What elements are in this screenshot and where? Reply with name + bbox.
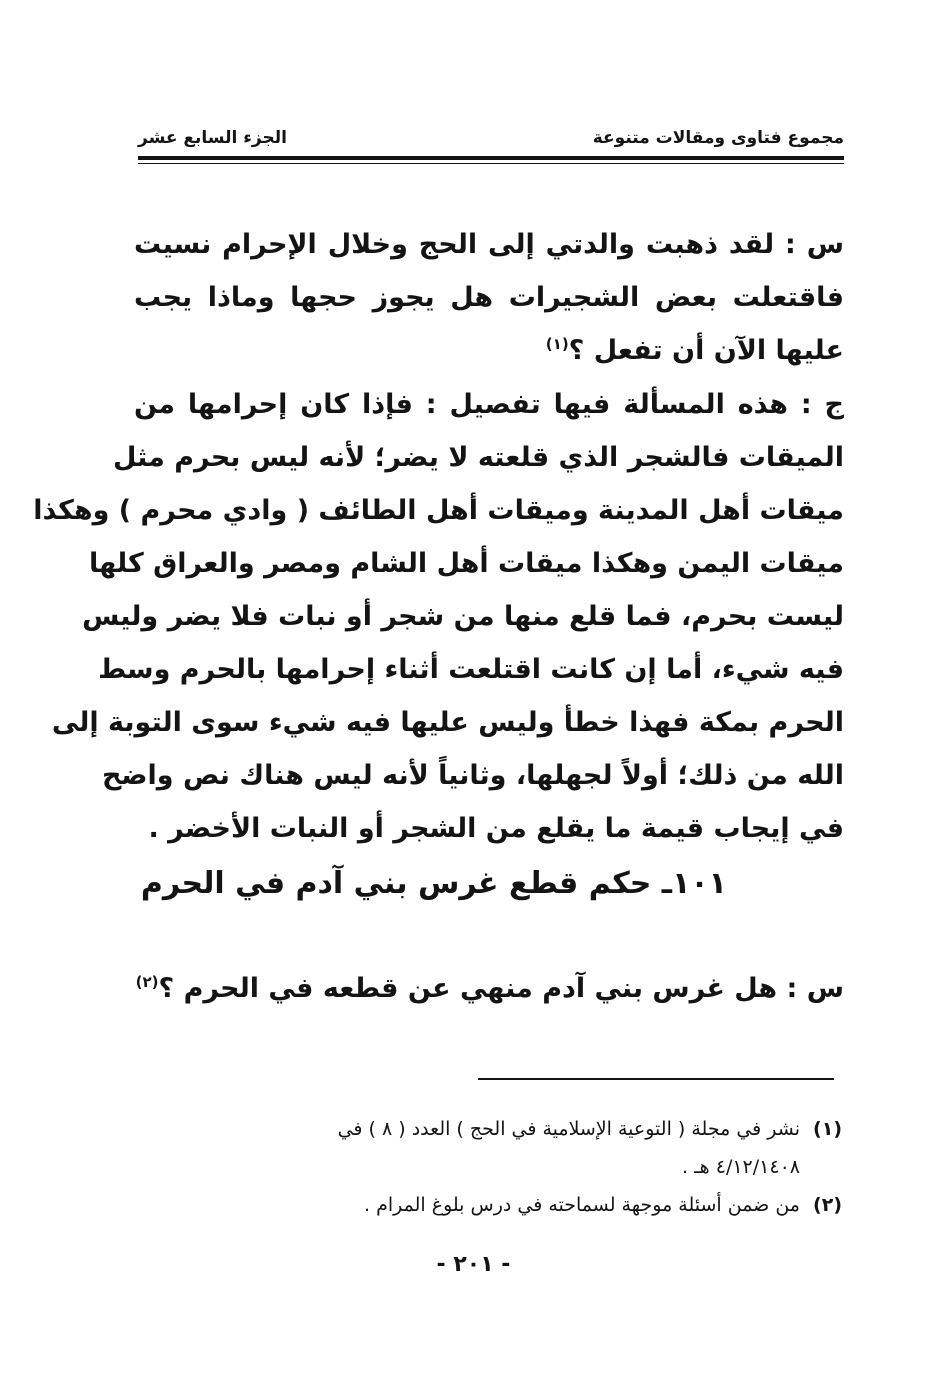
question-2-text: س : هل غرس بني آدم منهي عن قطعه في الحرم ؟ bbox=[158, 973, 844, 1004]
answer-1 bbox=[33, 378, 844, 855]
question-1-line: س : لقد ذهبت والدتي إلى الحج وخلال الإحرام نسيت bbox=[134, 229, 844, 260]
header-volume: الجزء السابع عشر bbox=[138, 128, 287, 148]
answer-1-line: ج : هذه المسألة فيها تفصيل : فإذا كان إحرامها من bbox=[134, 389, 844, 420]
answer-1-line: الله من ذلك؛ أولاً لجهلها، وثانياً لأنه ليس هناك نص واضح bbox=[101, 760, 844, 791]
footnotes bbox=[124, 1110, 842, 1224]
running-header bbox=[138, 128, 844, 152]
header-book-title: مجموع فتاوى ومقالات متنوعة bbox=[592, 128, 844, 148]
answer-1-line: ليست بحرم، فما قلع منها من شجر أو نبات فلا يضر وليس bbox=[82, 601, 844, 632]
question-1-line-text: عليها الآن أن تفعل ؟ bbox=[568, 335, 844, 366]
answer-1-line: في إيجاب قيمة ما يقلع من الشجر أو النبات الأخضر . bbox=[148, 813, 844, 844]
footnote-number: (٢) bbox=[813, 1194, 842, 1216]
footnote-ref-2: (٢) bbox=[135, 973, 159, 991]
footnote-text: نشر في مجلة ( التوعية الإسلامية في الحج ) العدد ( ٨ ) في bbox=[337, 1118, 800, 1140]
question-1 bbox=[134, 218, 844, 377]
answer-1-line: ميقات أهل المدينة وميقات أهل الطائف ( وادي محرم ) وهكذا bbox=[33, 495, 844, 526]
header-rule-thick bbox=[138, 156, 844, 160]
question-2 bbox=[134, 962, 844, 1015]
section-title: ١٠١ـ حكم قطع غرس بني آدم في الحرم bbox=[140, 866, 727, 901]
answer-1-line: الحرم بمكة فهذا خطأ وليس عليها فيه شيء سوى التوبة إلى bbox=[51, 707, 844, 738]
header-rule-thin bbox=[138, 163, 844, 164]
footnote-text: من ضمن أسئلة موجهة لسماحته في درس بلوغ المرام . bbox=[364, 1194, 800, 1216]
footnote-1-continuation: ٤/١٢/١٤٠٨ هـ . bbox=[682, 1156, 800, 1178]
footnote-2 bbox=[124, 1186, 842, 1224]
answer-1-line: ميقات اليمن وهكذا ميقات أهل الشام ومصر والعراق كلها bbox=[88, 548, 844, 579]
footnote-number: (١) bbox=[813, 1118, 842, 1140]
footnote-separator bbox=[478, 1078, 834, 1080]
footnote-ref-1: (١) bbox=[545, 335, 569, 353]
question-2-line bbox=[134, 962, 844, 1015]
question-1-line bbox=[134, 324, 844, 377]
answer-1-line: الميقات فالشجر الذي قلعته لا يضر؛ لأنه ليس بحرم مثل bbox=[113, 442, 844, 473]
question-1-line: فاقتعلت بعض الشجيرات هل يجوز حجها وماذا يجب bbox=[134, 282, 844, 313]
answer-1-line: فيه شيء، أما إن كانت اقتلعت أثناء إحرامها بالحرم وسط bbox=[98, 654, 844, 685]
footnote-1 bbox=[124, 1110, 842, 1148]
page-number: - ٢٠١ - bbox=[436, 1252, 511, 1277]
